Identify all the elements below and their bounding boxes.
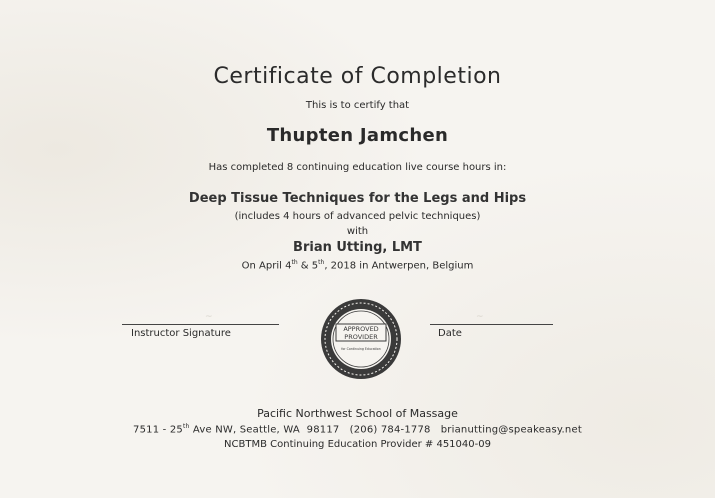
faint-signature-mark: ~ bbox=[205, 312, 213, 322]
date-line bbox=[430, 324, 553, 325]
approved-provider-seal bbox=[320, 298, 402, 380]
with-text: with bbox=[346, 226, 369, 237]
date-sup-2: th bbox=[318, 259, 325, 266]
address-number: 7511 - 25 bbox=[133, 424, 183, 436]
faint-date-mark: ~ bbox=[476, 312, 484, 322]
date-mid: & 5 bbox=[297, 260, 319, 272]
provider-number: NCBTMB Continuing Education Provider # 451040-09 bbox=[224, 439, 491, 450]
date-label: Date bbox=[438, 328, 462, 339]
course-note: (includes 4 hours of advanced pelvic techniques) bbox=[234, 211, 481, 222]
certificate-title: Certificate of Completion bbox=[213, 64, 502, 89]
school-name: Pacific Northwest School of Massage bbox=[257, 407, 458, 420]
date-suffix: , 2018 in Antwerpen, Belgium bbox=[324, 260, 474, 272]
date-prefix: On April 4 bbox=[241, 260, 292, 272]
date-sup-1: th bbox=[291, 259, 298, 266]
seal-line-2: PROVIDER bbox=[344, 333, 378, 341]
certify-text: This is to certify that bbox=[305, 100, 410, 111]
instructor-signature-label: Instructor Signature bbox=[131, 328, 231, 339]
course-title: Deep Tissue Techniques for the Legs and Hips bbox=[188, 191, 527, 206]
school-address bbox=[0, 423, 715, 435]
completed-text: Has completed 8 continuing education live course hours in: bbox=[208, 162, 507, 173]
address-sup: th bbox=[182, 423, 190, 430]
instructor-signature-line bbox=[122, 324, 279, 325]
recipient-name: Thupten Jamchen bbox=[266, 125, 449, 146]
address-rest: Ave NW, Seattle, WA 98117 (206) 784-1778 brianutting@speakeasy.net bbox=[189, 424, 582, 436]
instructor-name: Brian Utting, LMT bbox=[293, 240, 422, 255]
seal-line-3: for Continuing Education bbox=[341, 347, 381, 351]
course-dates bbox=[0, 259, 715, 271]
seal-line-1: APPROVED bbox=[343, 325, 379, 333]
